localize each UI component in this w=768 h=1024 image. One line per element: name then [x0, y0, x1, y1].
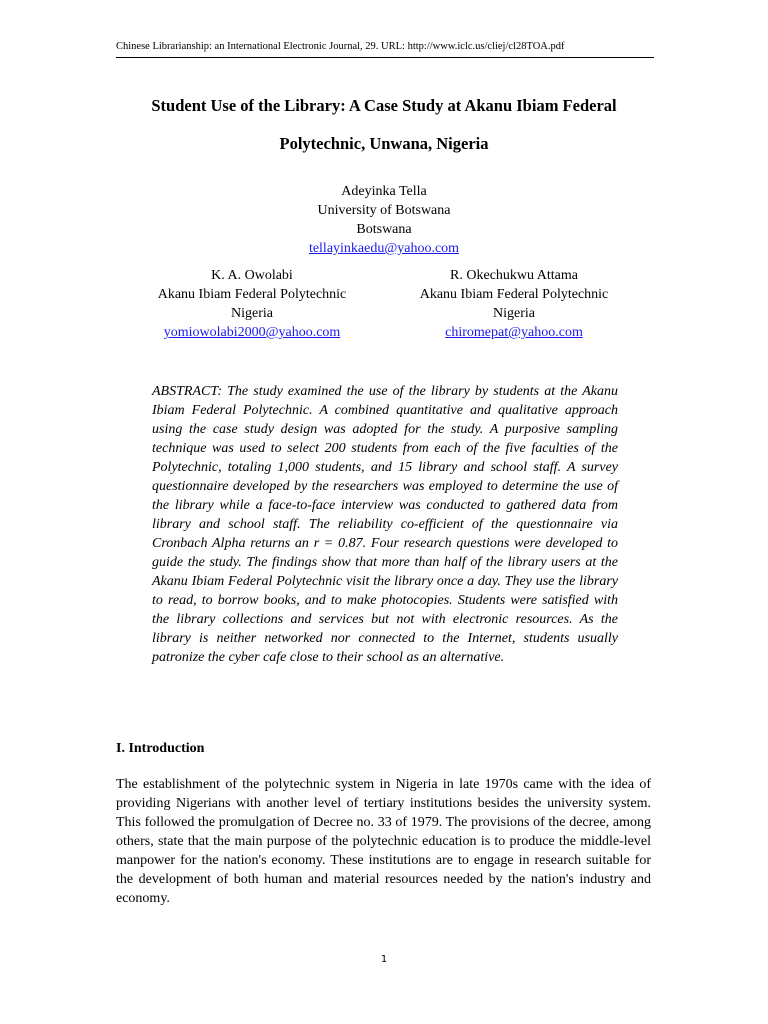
coauthor-name: K. A. Owolabi	[211, 268, 293, 283]
coauthor-affiliation: Akanu Ibiam Federal Polytechnic	[419, 287, 609, 302]
lead-author-country: Botswana	[356, 222, 412, 237]
paper-title-line-2: Polytechnic, Unwana, Nigeria	[279, 134, 489, 153]
coauthor-country: Nigeria	[231, 306, 273, 321]
coauthor-block-right	[389, 266, 639, 342]
paper-title-line-1: Student Use of the Library: A Case Study at Akanu Ibiam Federal	[151, 96, 617, 115]
introduction-paragraph: The establishment of the polytechnic system in Nigeria in late 1970s came with the idea of providing Nigerians with another level of tertiary institutions besides the university system. This followed the promulgation of Decree no. 33 of 1979. The provisions of the decree, among others, state that the main purpose of the polytechnic education is to produce the middle-level manpower for the nation's economy. These institutions are to engage in research suitable for the development of both human and material resources needed by the nation's industry and economy.	[116, 777, 651, 906]
coauthor-email-link[interactable]: yomiowolabi2000@yahoo.com	[163, 325, 341, 340]
abstract-paragraph: ABSTRACT: The study examined the use of the library by students at the Akanu Ibiam Federal Polytechnic. A combined quantitative and qualitative approach using the case study design was adopted for the study. A purposive sampling technique was used to select 200 students from each of the five faculties of the Polytechnic, totaling 1,000 students, and 15 library and school staff. A survey questionnaire developed by the researchers was employed to determine the use of the library while a face-to-face interview was conducted to gathered data from library and school staff. The reliability co-efficient of the questionnaire via Cronbach Alpha returns an r = 0.87. Four research questions were developed to guide the study. The findings show that more than half of the library users at the Akanu Ibiam Federal Polytechnic visit the library once a day. They use the library to read, to borrow books, and to make photocopies. Students were satisfied with the library collections and services but not with electronic resources. As the library is neither networked nor connected to the Internet, students usually patronize the cyber cafe close to their school as an alternative.	[152, 384, 618, 665]
coauthor-name: R. Okechukwu Attama	[450, 268, 578, 283]
coauthor-email-link[interactable]: chiromepat@yahoo.com	[445, 325, 583, 340]
coauthor-country: Nigeria	[493, 306, 535, 321]
lead-author-email-link[interactable]: tellayinkaedu@yahoo.com	[308, 241, 460, 256]
introduction-heading: I. Introduction	[116, 741, 205, 756]
lead-author-block	[100, 182, 668, 258]
page-number: 1	[380, 954, 388, 965]
lead-author-name: Adeyinka Tella	[341, 184, 427, 199]
header-rule	[116, 57, 654, 58]
lead-author-affiliation: University of Botswana	[317, 203, 451, 218]
running-header: Chinese Librarianship: an International Electronic Journal, 29. URL: http://www.iclc.us/cliej/cl28TOA.pdf	[116, 41, 565, 52]
coauthor-block-left	[127, 266, 377, 342]
coauthor-affiliation: Akanu Ibiam Federal Polytechnic	[157, 287, 347, 302]
